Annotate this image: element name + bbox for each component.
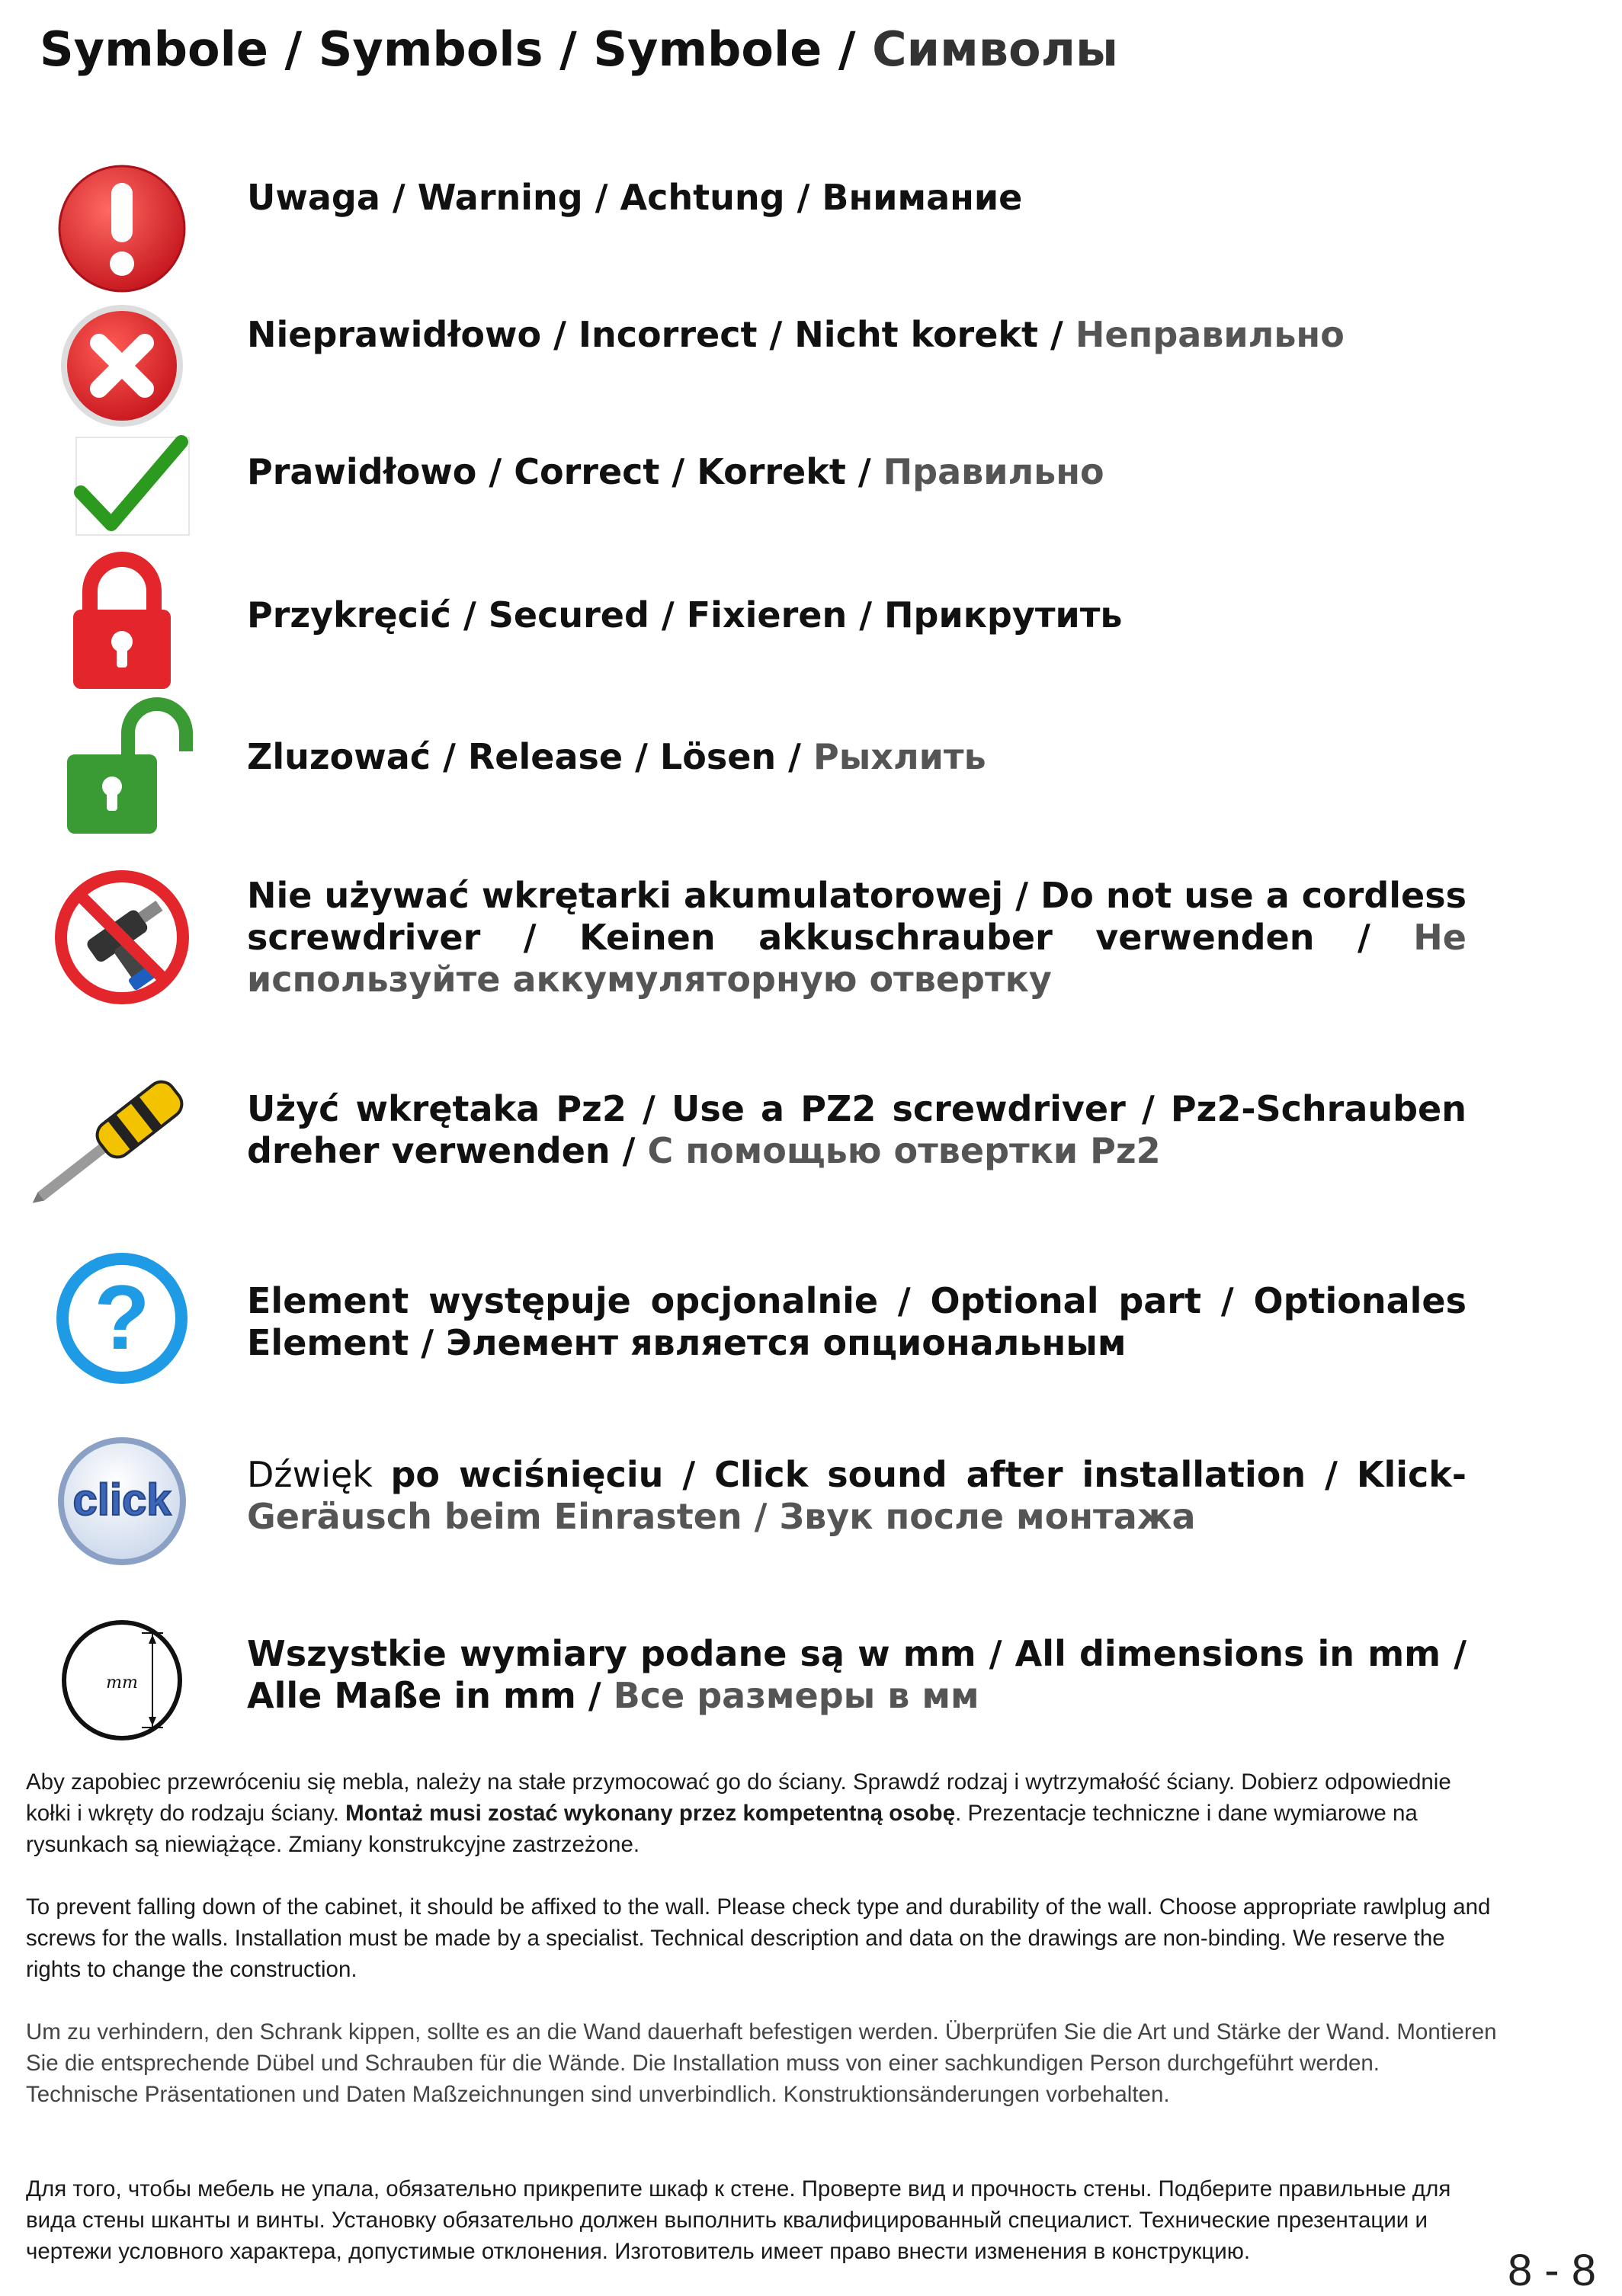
- title-russian: Символы: [872, 21, 1119, 77]
- dimensions-mm-icon: [46, 1604, 198, 1756]
- para-text: Для того, чтобы мебель не упала, обязательно прикрепите шкаф к стене. Проверте вид и прочность стены. Подберите правильные для вида стены шканты и винты. Установку обязательно должен выполнить квалифицированный специалист. Технические презентации и чертежи условного характера, допустимые отклонения. Изготовитель имеет право внести изменения в конструкцию.: [26, 2176, 1451, 2264]
- symbol-label-click: [247, 1454, 1467, 1538]
- svg-text:?: ?: [94, 1266, 150, 1369]
- label-russian: Geräusch beim Einrasten / Звук после монтажа: [247, 1496, 1196, 1537]
- symbol-label-incorrect: [247, 314, 1467, 356]
- para-text: Aby zapobiec przewróceniu się mebla, należy na stałe przymocować go do ściany. Sprawdź rodzaj i wytrzymałość ściany. Dobierz odpowiednie kołki i wkręty do rodzaju ściany.: [26, 1769, 1451, 1826]
- label-light: Dźwięk: [247, 1454, 391, 1495]
- symbol-label-no-cordless: [247, 875, 1467, 1001]
- symbol-label-dimensions: [247, 1633, 1467, 1717]
- paragraph-english: [26, 1891, 1497, 1985]
- label-text: Uwaga / Warning / Achtung / Внимание: [247, 177, 1023, 218]
- paragraph-russian: [26, 2173, 1482, 2267]
- optional-question-icon: [46, 1242, 198, 1395]
- click-sound-icon: [46, 1425, 198, 1577]
- paragraph-german: [26, 2016, 1497, 2110]
- symbol-label-release: [247, 736, 1467, 778]
- label-text: Wszystkie wymiary podane są w mm / All dimensions in mm / Alle Maße in mm /: [247, 1633, 1467, 1716]
- label-russian: Неправильно: [1075, 314, 1345, 355]
- no-cordless-screwdriver-icon: [46, 861, 198, 1014]
- locked-padlock-icon: [46, 549, 198, 701]
- symbol-label-warning: [247, 177, 1467, 219]
- label-text: Element występuje opcjonalnie / Optional part / Optionales Element / Элемент является опциональным: [247, 1280, 1467, 1363]
- symbol-label-pz2: [247, 1088, 1467, 1172]
- label-russian: Правильно: [883, 451, 1104, 492]
- para-text: Technische Präsentationen und Daten Maßzeichnungen sind unverbindlich. Konstruktionsänderungen vorbehalten.: [26, 2082, 1170, 2107]
- label-russian: С помощью отвертки Pz2: [647, 1130, 1161, 1171]
- label-text: Przykręcić / Secured / Fixieren / Прикрутить: [247, 594, 1123, 636]
- symbol-label-secured: [247, 594, 1467, 636]
- svg-text:click: click: [72, 1475, 171, 1525]
- pz2-screwdriver-icon: [23, 1067, 198, 1219]
- title-text: Symbole / Symbols / Symbole /: [40, 21, 873, 77]
- symbol-label-optional: [247, 1280, 1467, 1364]
- para-text: . Prezentacje techniczne i dane wymiarowe na rysunkach są niewiążące. Zmiany konstrukcyjne zastrzeżone.: [26, 1801, 1418, 1857]
- warning-icon: [46, 152, 198, 305]
- label-text: Nie używać wkrętarki akumulatorowej / Do not use a cordless screwdriver / Keinen akkuschrauber verwenden /: [247, 875, 1467, 958]
- label-text: po wciśnięciu / Click sound after installation / Klick-: [390, 1454, 1467, 1495]
- label-text: Nieprawidłowo / Incorrect / Nicht korekt /: [247, 314, 1075, 355]
- para-text: To prevent falling down of the cabinet, it should be affixed to the wall. Please check type and durability of the wall. Choose appropriate rawlplug and screws for the walls. Installation must be made by a specialist. Technical description and data on the drawings are non-binding. We reserve the rights to change the construction.: [26, 1894, 1491, 1982]
- label-russian: Рыхлить: [813, 736, 986, 777]
- label-russian: Не используйте аккумуляторную отвертку: [247, 917, 1467, 1000]
- page-title: [40, 21, 1118, 77]
- unlocked-padlock-icon: [46, 693, 198, 846]
- label-russian: Все размеры в мм: [613, 1675, 979, 1716]
- incorrect-icon: [46, 290, 198, 442]
- para-bold: Montaż musi zostać wykonany przez kompetentną osobę: [345, 1801, 956, 1826]
- label-text: Zluzować / Release / Lösen /: [247, 736, 813, 777]
- icon-mm-text: mm: [106, 1673, 138, 1692]
- label-text: Prawidłowo / Correct / Korrekt /: [247, 451, 883, 492]
- label-text: Użyć wkrętaka Pz2 / Use a PZ2 screwdriver / Pz2-Schrauben dreher verwenden /: [247, 1088, 1467, 1171]
- paragraph-polish: [26, 1766, 1497, 1860]
- page-number: 8 - 8: [1507, 2246, 1596, 2295]
- para-text: Um zu verhindern, den Schrank kippen, sollte es an die Wand dauerhaft befestigen werden. Überprüfen Sie die Art und Stärke der Wand. Montieren Sie die entsprechende Dübel und Schrauben für die Wände. Die Installation muss von einer sachkundigen Person durchgeführt werden.: [26, 2019, 1497, 2076]
- symbol-label-correct: [247, 451, 1467, 493]
